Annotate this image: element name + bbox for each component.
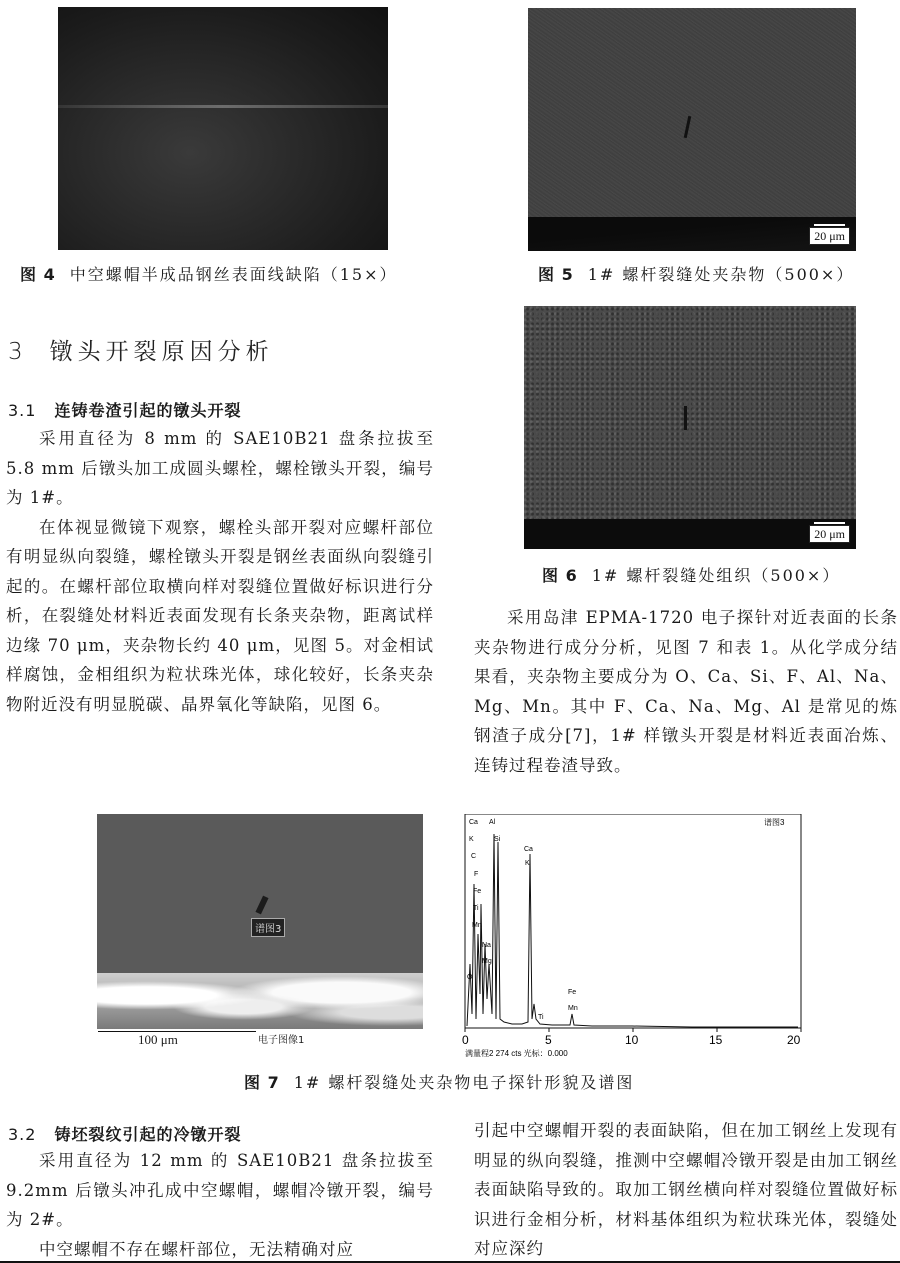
peak-label: C xyxy=(471,853,477,860)
peak-label: Na xyxy=(482,942,491,949)
spectrum-footer: 满量程2 274 cts 光标：0.000 xyxy=(465,1049,568,1058)
x-tick-label: 20 xyxy=(787,1033,801,1047)
paragraph: 采用直径为 8 mm 的 SAE10B21 盘条拉拔至 5.8 mm 后镦头加工成圆头螺栓，螺栓镦头开裂，编号为 1#。 xyxy=(6,429,434,507)
subsection-3-2-heading: 3.2 铸坯裂纹引起的冷镦开裂 xyxy=(8,1125,242,1144)
figure-5-photo xyxy=(528,8,856,251)
section-3-heading: 3 镦头开裂原因分析 xyxy=(8,339,274,365)
x-tick-label: 15 xyxy=(709,1033,723,1047)
spectrum-title: 谱图3 xyxy=(764,818,785,827)
figure-4-caption: 图 4 中空螺帽半成品钢丝表面线缺陷（15×） xyxy=(20,265,398,284)
peak-label: Ti xyxy=(538,1014,544,1021)
x-tick-label: 0 xyxy=(462,1033,469,1047)
sample-edge xyxy=(528,217,856,251)
peak-label: Si xyxy=(494,836,501,843)
peak-label: Mn xyxy=(472,922,482,929)
paragraph: 引起中空螺帽开裂的表面缺陷，但在加工钢丝上发现有明显的纵向裂缝，推测中空螺帽冷镦开裂是由加工钢丝表面缺陷导致的。取加工钢丝横向样对裂缝位置做好标识进行金相分析，材料基体组织为粒状珠光体，裂缝处对应深约 xyxy=(474,1121,898,1258)
x-tick-label: 5 xyxy=(545,1033,552,1047)
sem-scale-label: 100 μm xyxy=(138,1032,178,1047)
subsection-3-2-body xyxy=(6,1146,434,1263)
epma-analysis-paragraph xyxy=(474,603,898,780)
spectrum-frame xyxy=(465,814,801,1028)
subsection-3-2-right-column xyxy=(474,1116,898,1263)
spectrum-chart xyxy=(462,814,808,1062)
subsection-3-1-body xyxy=(6,424,434,719)
x-tick-label: 10 xyxy=(625,1033,639,1047)
peak-label: Fe xyxy=(568,989,577,996)
inclusion-mark xyxy=(684,406,687,430)
sem-image-label: 电子图像1 xyxy=(258,1035,305,1046)
peak-label: Ca xyxy=(524,846,533,853)
spectrum-marker: 谱图3 xyxy=(251,918,285,937)
x-axis xyxy=(465,1028,801,1032)
peak-label: F xyxy=(474,871,479,878)
figure-7-spectrum xyxy=(462,814,808,1062)
paragraph: 在体视显微镜下观察，螺栓头部开裂对应螺杆部位有明显纵向裂缝，螺栓镦头开裂是钢丝表面纵向裂缝引起的。在螺杆部位取横向样对裂缝位置做好标识进行分析，在裂缝处材料近表面发现有长条夹杂物，距离试样边缘 70 μm，夹杂物长约 40 μm，见图 5。对金相试样腐蚀，金相组织为粒状珠光体，球化较好，长条夹杂物附近没有明显脱碳、晶界氧化等缺陷，见图 6。 xyxy=(6,517,434,714)
peak-label: Mg xyxy=(482,958,492,965)
surface-line-defect xyxy=(58,105,388,108)
figure-7-caption: 图 7 1# 螺杆裂缝处夹杂物电子探针形貌及谱图 xyxy=(244,1073,635,1092)
paragraph: 采用岛津 EPMA-1720 电子探针对近表面的长条夹杂物进行成分分析，见图 7 和表 1。从化学成分结果看，夹杂物主要成分为 O、Ca、Si、F、Al、Na、Mg、Mn。其中 F、Ca、Na、Mg、Al 是常见的炼钢渣子成分[7]，1# 样镦头开裂是材料近表面冶炼、连铸过程卷渣导致。 xyxy=(474,608,898,775)
peak-label: Mn xyxy=(568,1005,578,1012)
sample-edge xyxy=(524,519,856,549)
figure-6-scale-bar: 20 μm xyxy=(809,525,850,543)
figure-4-photo xyxy=(58,7,388,250)
figure-6-photo xyxy=(524,306,856,549)
peak-label: K xyxy=(469,836,474,843)
subsection-3-1-heading: 3.1 连铸卷渣引起的镦头开裂 xyxy=(8,401,242,420)
figure-7-sem-photo xyxy=(97,814,423,1029)
bright-surface-layer xyxy=(97,973,423,1029)
peak-label: Al xyxy=(489,819,496,826)
paragraph: 中空螺帽不存在螺杆部位，无法精确对应 xyxy=(39,1239,354,1259)
figure-5-caption: 图 5 1# 螺杆裂缝处夹杂物（500×） xyxy=(538,265,855,284)
peak-label: Fe xyxy=(473,888,482,895)
peak-label: Ca xyxy=(469,819,478,826)
paragraph: 采用直径为 12 mm 的 SAE10B21 盘条拉拔至 9.2mm 后镦头冲孔成中空螺帽，螺帽冷镦开裂，编号为 2#。 xyxy=(6,1151,434,1229)
figure-5-scale-bar: 20 μm xyxy=(809,227,850,245)
crack-feature xyxy=(255,896,268,915)
peak-label: K xyxy=(525,860,530,867)
figure-6-caption: 图 6 1# 螺杆裂缝处组织（500×） xyxy=(542,566,841,585)
elongated-inclusion xyxy=(684,116,692,138)
peak-label: O xyxy=(467,974,473,981)
peak-label: Ti xyxy=(473,905,479,912)
